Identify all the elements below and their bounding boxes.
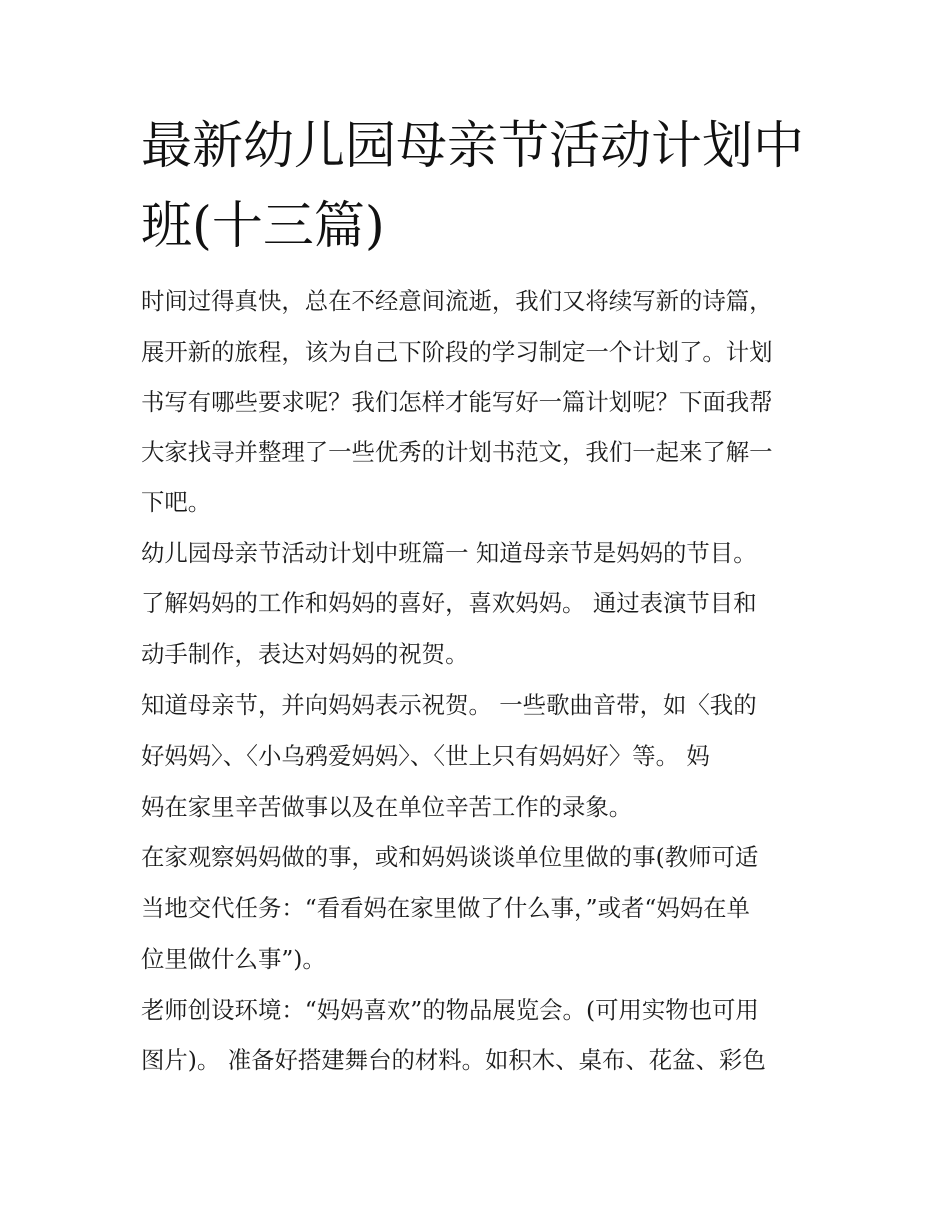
body-text-line-1: 时间过得真快，总在不经意间流逝，我们又将续写新的诗篇，: [141, 287, 773, 315]
body-text-line-9: 知道母亲节，并向妈妈表示祝贺。 一些歌曲音带，如〈我的: [141, 691, 757, 719]
body-text-line-12: 在家观察妈妈做的事，或和妈妈谈谈单位里做的事(教师可适: [141, 843, 759, 871]
body-text-line-5: 下吧。: [141, 488, 212, 516]
body-text-line-10: 好妈妈〉、〈小乌鸦爱妈妈〉、〈世上只有妈妈好〉等。 妈: [141, 742, 710, 770]
document-title-line-2: 班(十三篇): [141, 197, 385, 256]
body-text-line-15: 老师创设环境：“妈妈喜欢”的物品展览会。(可用实物也可用: [141, 996, 759, 1024]
body-text-line-3: 书写有哪些要求呢？我们怎样才能写好一篇计划呢？下面我帮: [141, 388, 773, 416]
body-text-line-7: 了解妈妈的工作和妈妈的喜好，喜欢妈妈。 通过表演节目和: [141, 589, 757, 617]
body-text-line-2: 展开新的旅程，该为自己下阶段的学习制定一个计划了。计划: [141, 338, 773, 366]
body-text-line-4: 大家找寻并整理了一些优秀的计划书范文，我们一起来了解一: [141, 438, 773, 466]
body-text-line-6: 幼儿园母亲节活动计划中班篇一 知道母亲节是妈妈的节目。: [141, 539, 757, 567]
document-title-line-1: 最新幼儿园母亲节活动计划中: [141, 117, 805, 176]
body-text-line-16: 图片)。 准备好搭建舞台的材料。如积木、桌布、花盆、彩色: [141, 1046, 766, 1074]
body-text-line-11: 妈在家里辛苦做事以及在单位辛苦工作的录象。: [141, 793, 633, 821]
body-text-line-8: 动手制作，表达对妈妈的祝贺。: [141, 640, 469, 668]
body-text-line-13: 当地交代任务：“看看妈在家里做了什么事，”或者“妈妈在单: [141, 894, 750, 922]
body-text-line-14: 位里做什么事”)。: [141, 945, 326, 973]
